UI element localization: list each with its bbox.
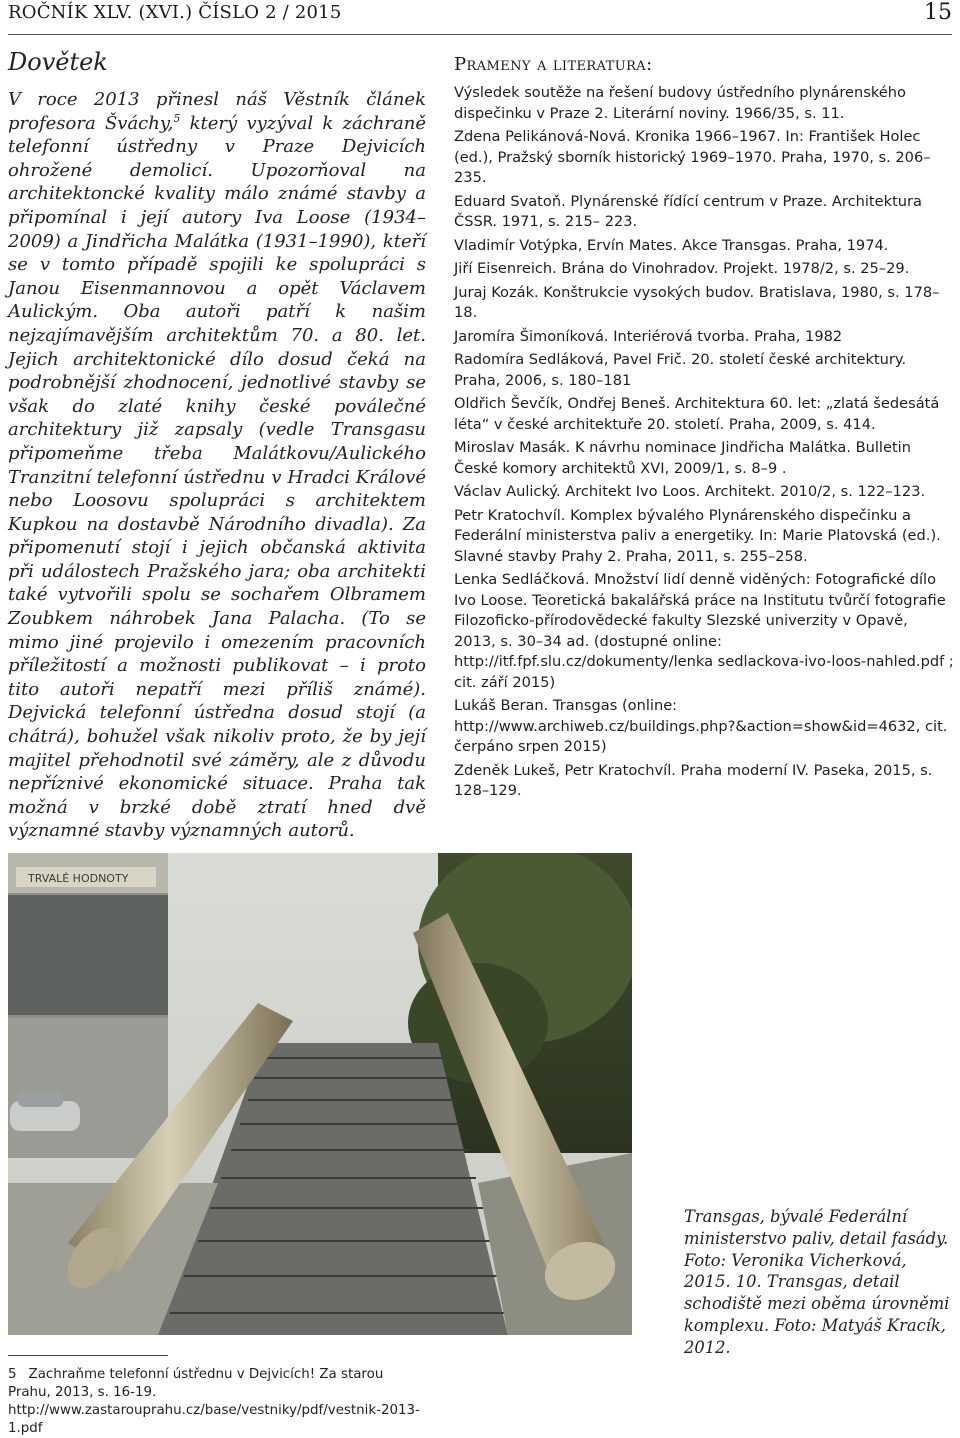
page-header [8,0,952,26]
reference-item: Jaromíra Šimoníková. Interiérová tvorba. Praha, 1982 [454,327,843,345]
footnote-rule [8,1355,168,1356]
reference-item: Oldřich Ševčík, Ondřej Beneš. Architektura 60. let: „zlatá šedesátá léta“ v české architektuře 20. století. Praha, 2009, s. 414. [454,395,940,433]
reference-item: Lenka Sedláčková. Množství lidí denně viděných: Fotografické dílo Ivo Loose. Teoretická bakalářská práce na Institutu tvůrčí fotografie Filozoficko-přírodovědecké fakulty Slezské univerzity v Opavě, 2013, s. 30–34 ad. (dostupné online: http://itf.fpf.slu.cz/dokumenty/lenka sedlackova-ivo-loos-nahled.pdf ; cit. září 2015) [454,571,954,691]
article-column [8,48,426,843]
reference-item: Výsledek soutěže na řešení budovy ústředního plynárenského dispečinku v Praze 2. Literární noviny. 1966/35, s. 11. [454,84,906,122]
reference-item: Miroslav Masák. K návrhu nominace Jindřicha Malátka. Bulletin České komory architektů XVI, 2009/1, s. 8–9 . [454,439,911,477]
header-rule [8,34,952,35]
article-title: Dovětek [8,48,108,76]
footnote-text: Zachraňme telefonní ústřednu v Dejvicích! Za starou Prahu, 2013, s. 16-19. http://www.zastarouprahu.cz/base/vestniky/pdf/vestnik-2013-1.pdf [8,1367,420,1436]
references-list [454,83,954,802]
reference-item: Lukáš Beran. Transgas (online: http://www.archiweb.cz/buildings.php?&action=show&id=4632, cit. čerpáno srpen 2015) [454,697,948,755]
footnote-number: 5 [8,1367,17,1382]
article-text-part-1: V roce 2013 přinesl náš Věstník článek profesora Šváchy, [8,89,426,134]
page-number: 15 [924,0,952,25]
footnote [8,1366,428,1438]
article-text-part-2: který vyzýval k záchraně telefonní ústředny v Praze Dejvicích ohrožené demolicí. Upozorňoval na architektoncké kvality málo známé stavby a připomínal i její autory Iva Loose (1934–2009) a Jindřicha Malátka (1931–1990), kteří se v tomto případě spojili ke spolupráci s Janou Eisenmannovou a opět Václavem Aulickým. Oba autoři patří k našim nejzajímavějším architektům 70. a 80. let. Jejich architektonické dílo dosud čeká na podrobnější zhodnocení, jednotlivé stavby se však do zlaté knihy české poválečné architektury již zapsaly (vedle Transgasu připomeňme třeba Malátkovu/Aulického Tranzitní telefonní ústřednu v Hradci Králové nebo Loosovu spolupráci s architektem Kupkou na dostavbě Národního divadla). Za připomenutí stojí i jejich občanská aktivita při událostech Pražského jara; oba architekti také vytvořili spolu se sochařem Olbramem Zoubkem náhrobek Jana Palacha. (To se mimo jiné projevilo i omezením pracovních příležitostí a možnosti publikovat – i proto tito autoři nepatří mezi příliš známé). Dejvická telefonní ústředna dosud stojí (a chátrá), bohužel však nikoliv proto, že by její majitel přehodnotil své záměry, ale z důvodu nepříznivé ekonomické situace. Praha tak možná v brzké době ztratí hned dvě významné stavby významných autorů. [8,112,426,842]
references-column [454,54,954,805]
reference-item: Jiří Eisenreich. Brána do Vinohradov. Projekt. 1978/2, s. 25–29. [454,260,910,277]
staircase-photo [8,853,632,1335]
reference-item: Eduard Svatoň. Plynárenské řídící centrum v Praze. Architektura ČSSR. 1971, s. 215– 223. [454,192,922,230]
reference-item: Václav Aulický. Architekt Ivo Loos. Architekt. 2010/2, s. 122–123. [454,483,926,500]
building-sign: TRVALÉ HODNOTY [28,872,129,885]
reference-item: Radomíra Sedláková, Pavel Frič. 20. století české architektury. Praha, 2006, s. 180–181 [454,351,907,389]
reference-item: Petr Kratochvíl. Komplex bývalého Plynárenského dispečinku a Federální ministerstva paliv a energetiky. In: Marie Platovská (ed.). Slavné stavby Prahy 2. Praha, 2011, s. 255–258. [454,506,941,565]
photo-caption: Transgas, bývalé Federální ministerstvo paliv, detail fasády. Foto: Veronika Vicherková, 2015. 10. Transgas, detail schodiště mezi oběma úrovněmi komplexu. Foto: Matyáš Kracík, 2012. [684,1207,950,1357]
reference-item: Zdeněk Lukeš, Petr Kratochvíl. Praha moderní IV. Paseka, 2015, s. 128–129. [454,761,933,799]
reference-item: Zdena Pelikánová-Nová. Kronika 1966–1967. In: František Holec (ed.), Pražský sborník historický 1969–1970. Praha, 1970, s. 206–235. [454,128,931,186]
footnote-reference[interactable]: 5 [173,111,181,125]
issue-info: ROČNÍK XLV. (XVI.) ČÍSLO 2 / 2015 [8,2,342,23]
references-title: Prameny a literatura: [454,54,653,75]
article-body [8,88,426,843]
reference-item: Vladimír Votýpka, Ervín Mates. Akce Transgas. Praha, 1974. [454,236,889,254]
reference-item: Juraj Kozák. Konštrukcie vysokých budov. Bratislava, 1980, s. 178–18. [454,283,940,321]
